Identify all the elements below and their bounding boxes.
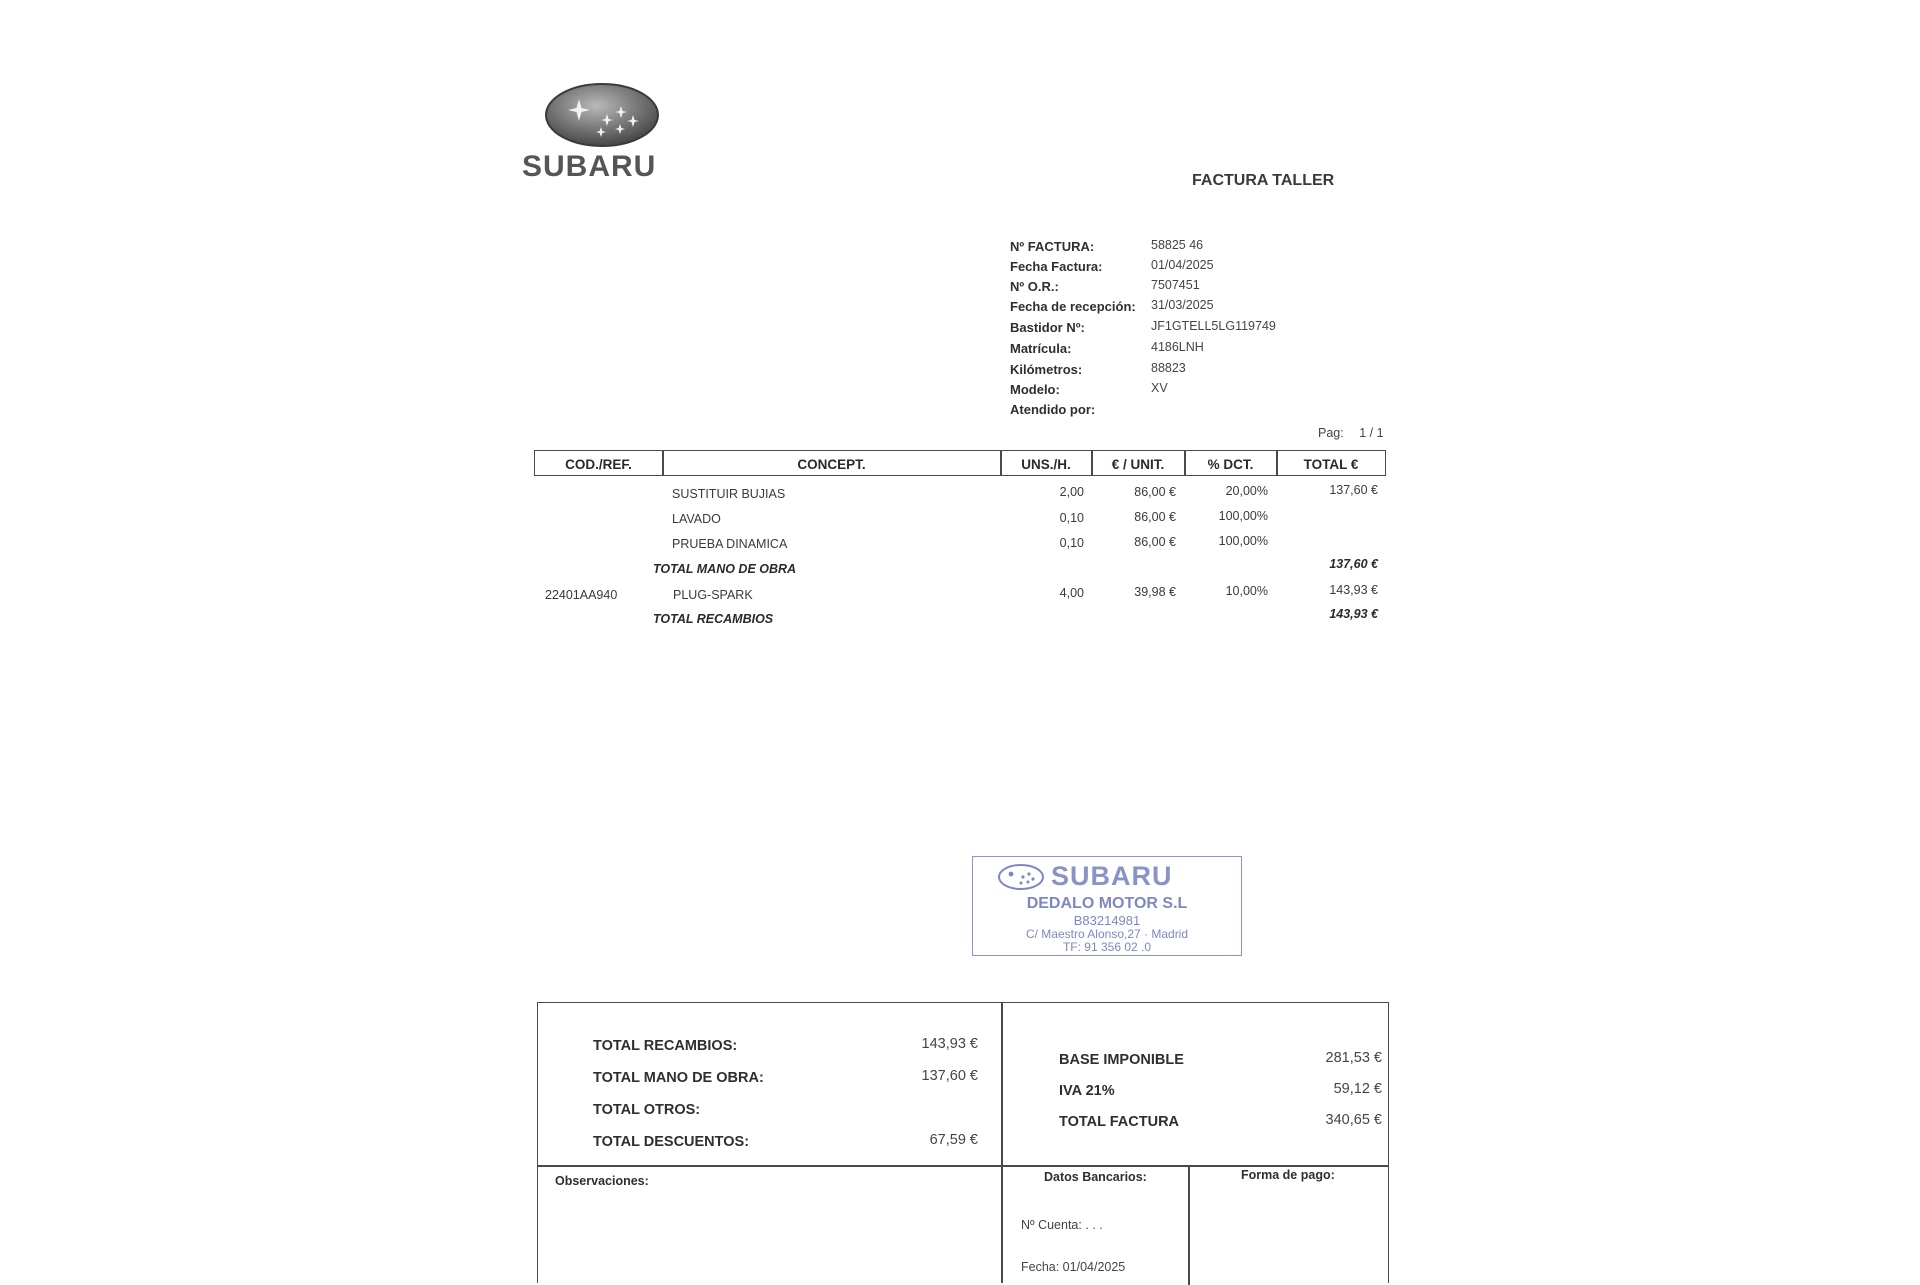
- stamp-phone: TF: 91 356 02 .0: [1062, 940, 1152, 954]
- info-row: Nº FACTURA: 58825 46: [1010, 238, 1204, 254]
- bank-date: Fecha: 01/04/2025: [1021, 1260, 1126, 1274]
- document-title: FACTURA TALLER: [1192, 172, 1335, 189]
- col-header-ref: COD./REF.: [565, 457, 632, 472]
- subtotal-value: 143,93 €: [1329, 607, 1378, 621]
- page-value: 1 / 1: [1359, 426, 1384, 440]
- row-discount: 20,00%: [1225, 484, 1268, 498]
- col-header-units: UNS./H.: [1021, 457, 1071, 472]
- row-total: 137,60 €: [1329, 483, 1378, 497]
- row-unit-price: 86,00 €: [1134, 485, 1176, 499]
- row-unit-price: 39,98 €: [1134, 585, 1176, 599]
- base-imponible-value: 281,53 €: [1325, 1050, 1382, 1066]
- subtotal-value: 137,60 €: [1329, 557, 1378, 571]
- total-descuentos-label: TOTAL DESCUENTOS:: [593, 1134, 750, 1150]
- info-row: Matrícula: 4186LNH: [1010, 340, 1204, 356]
- info-row: Fecha Factura: 01/04/2025: [1010, 258, 1214, 274]
- stamp-cif: B83214981: [1073, 913, 1141, 928]
- row-concept: LAVADO: [672, 512, 721, 526]
- page-label: Pag:: [1318, 426, 1344, 440]
- divider-horizontal: [538, 1165, 1388, 1167]
- row-concept: PLUG-SPARK: [673, 588, 753, 602]
- total-otros-label: TOTAL OTROS:: [593, 1102, 701, 1118]
- row-units: 2,00: [1059, 485, 1084, 499]
- stamp-company: DEDALO MOTOR S.L: [1026, 895, 1188, 912]
- row-unit-price: 86,00 €: [1134, 510, 1176, 524]
- row-units: 0,10: [1059, 511, 1084, 525]
- row-ref: 22401AA940: [545, 588, 618, 602]
- row-concept: SUSTITUIR BUJIAS: [672, 487, 786, 501]
- total-factura-value: 340,65 €: [1325, 1112, 1382, 1128]
- col-header-concept: CONCEPT.: [797, 457, 866, 472]
- company-stamp: [972, 856, 1242, 956]
- col-header-total: TOTAL €: [1303, 457, 1359, 472]
- total-factura-label: TOTAL FACTURA: [1059, 1114, 1180, 1130]
- stamp-header: [973, 861, 1241, 891]
- base-imponible-label: BASE IMPONIBLE: [1059, 1052, 1184, 1068]
- total-mano-obra-label: TOTAL MANO DE OBRA:: [593, 1070, 764, 1086]
- total-recambios-value: 143,93 €: [921, 1036, 978, 1052]
- info-row: Nº O.R.: 7507451: [1010, 278, 1200, 294]
- iva-value: 59,12 €: [1333, 1081, 1382, 1097]
- row-total: 143,93 €: [1329, 583, 1378, 597]
- col-header-unit-price: € / UNIT.: [1111, 457, 1165, 472]
- stamp-logo-icon: [997, 863, 1045, 891]
- row-unit-price: 86,00 €: [1134, 535, 1176, 549]
- subtotal-label: TOTAL RECAMBIOS: [653, 612, 774, 626]
- forma-pago-label: Forma de pago:: [1241, 1168, 1335, 1182]
- info-row: Modelo: XV: [1010, 381, 1168, 397]
- info-row: Kilómetros: 88823: [1010, 361, 1186, 377]
- info-row: Atendido por:: [1010, 402, 1096, 417]
- datos-bancarios-label: Datos Bancarios:: [1044, 1170, 1147, 1184]
- info-row: Bastidor Nº: JF1GTELL5LG119749: [1010, 319, 1276, 335]
- row-discount: 10,00%: [1225, 584, 1268, 598]
- stamp-address: C/ Maestro Alonso,27 · Madrid: [1025, 927, 1189, 941]
- total-recambios-label: TOTAL RECAMBIOS:: [593, 1038, 738, 1054]
- brand-wordmark: SUBARU: [522, 150, 657, 183]
- observaciones-label: Observaciones:: [555, 1174, 649, 1188]
- row-units: 0,10: [1059, 536, 1084, 550]
- row-units: 4,00: [1059, 586, 1084, 600]
- row-discount: 100,00%: [1218, 534, 1268, 548]
- col-header-discount: % DCT.: [1207, 457, 1254, 472]
- iva-label: IVA 21%: [1059, 1083, 1115, 1099]
- row-discount: 100,00%: [1218, 509, 1268, 523]
- stamp-brand: SUBARU: [1051, 861, 1173, 891]
- total-mano-obra-value: 137,60 €: [921, 1068, 978, 1084]
- row-concept: PRUEBA DINAMICA: [672, 537, 788, 551]
- subtotal-label: TOTAL MANO DE OBRA: [653, 562, 797, 576]
- info-row: Fecha de recepción: 31/03/2025: [1010, 298, 1214, 314]
- bank-account: Nº Cuenta: . . .: [1021, 1218, 1103, 1232]
- divider-vertical: [1001, 1003, 1003, 1283]
- divider-bank: [1188, 1165, 1190, 1285]
- total-descuentos-value: 67,59 €: [929, 1132, 978, 1148]
